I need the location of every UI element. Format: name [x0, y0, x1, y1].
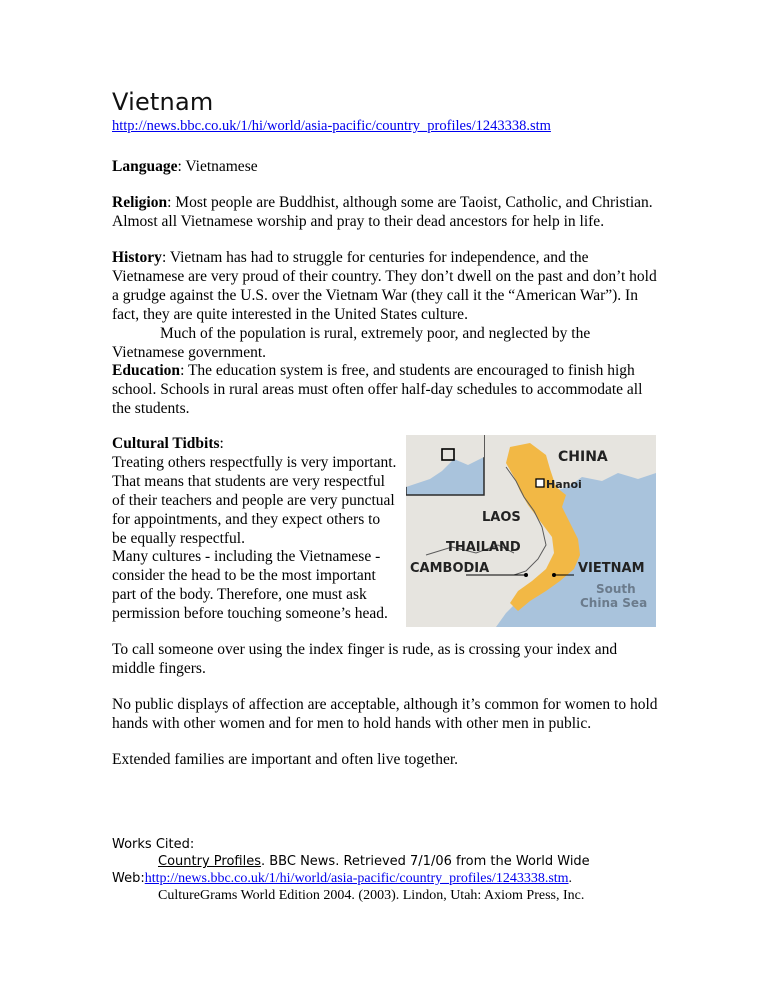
- cambodia-dot: [524, 573, 528, 577]
- cultural-text-5: Extended families are important and often live together.: [112, 751, 459, 768]
- works-cited-entry-2: CultureGrams World Edition 2004. (2003). Lindon, Utah: Axiom Press, Inc.: [158, 888, 585, 903]
- sea-label-2: China Sea: [580, 596, 648, 610]
- cultural-label: Cultural Tidbits: [112, 435, 220, 452]
- sea-label-1: South: [596, 582, 636, 596]
- history-paragraph: [112, 248, 660, 362]
- history-text-2: Much of the population is rural, extremely poor, and neglected by the Vietnamese government.: [112, 325, 591, 361]
- entry-1-end: .: [568, 871, 573, 886]
- cultural-text-3: To call someone over using the index finger is rude, as is crossing your index and middle fingers.: [112, 641, 618, 677]
- works-cited-entry-1-line-2: [112, 870, 672, 887]
- language-text: : Vietnamese: [177, 158, 258, 175]
- cultural-colon: :: [219, 435, 224, 452]
- religion-label: Religion: [112, 194, 168, 211]
- cultural-paragraph-1: [112, 434, 397, 548]
- language-paragraph: [112, 157, 660, 176]
- education-text: : The education system is free, and students are encouraged to finish high school. Schools in rural areas must often offer half-day schedules to accommodate all the students.: [112, 362, 643, 417]
- source-link-wrap: [112, 118, 551, 135]
- cultural-paragraph-2: [112, 547, 397, 623]
- vietnam-map: [406, 435, 656, 627]
- cultural-text-2: Many cultures - including the Vietnamese - consider the head to be the most important part of the body. Therefore, one must ask permission before touching someone’s head.: [112, 548, 388, 622]
- cambodia-label: CAMBODIA: [410, 561, 490, 576]
- entry-1-title: Country Profiles: [158, 854, 261, 869]
- vietnam-label: VIETNAM: [578, 561, 645, 576]
- cultural-text-4: No public displays of affection are acceptable, although it’s common for women to hold hands with other women and for men to hold hands with other men in public.: [112, 696, 658, 732]
- hanoi-label: Hanoi: [546, 478, 582, 491]
- cultural-paragraph-4: [112, 695, 660, 733]
- page-title: Vietnam: [112, 88, 214, 116]
- entry-1-web: Web:: [112, 871, 145, 886]
- vietnam-dot: [552, 573, 556, 577]
- works-cited-entry-1: [112, 853, 672, 870]
- history-label: History: [112, 249, 162, 266]
- hanoi-marker: [536, 479, 544, 487]
- religion-text: : Most people are Buddhist, although some are Taoist, Catholic, and Christian. Almost all Vietnamese worship and pray to their dead ancestors for help in life.: [112, 194, 653, 230]
- education-label: Education: [112, 362, 181, 379]
- education-paragraph: [112, 361, 660, 418]
- language-label: Language: [112, 158, 178, 175]
- cultural-text-1: Treating others respectfully is very important. That means that students are very respectful of their teachers and people are very punctual for appointments, and they expect others to be equally respectful.: [112, 454, 397, 547]
- source-link[interactable]: http://news.bbc.co.uk/1/hi/world/asia-pacific/country_profiles/1243338.stm: [112, 118, 551, 134]
- history-text: : Vietnam has had to struggle for centuries for independence, and the Vietnamese are very proud of their country. They don’t dwell on the past and don’t hold a grudge against the U.S. over the Vietnam War (they call it the “American War”). In fact, they are quite interested in the United States culture.: [112, 249, 657, 323]
- works-cited-heading: Works Cited:: [112, 837, 195, 852]
- laos-label: LAOS: [482, 510, 521, 525]
- china-label: CHINA: [558, 449, 608, 465]
- entry-1-rest: . BBC News. Retrieved 7/1/06 from the World Wide: [260, 854, 590, 869]
- religion-paragraph: [112, 193, 660, 231]
- works-cited: [112, 836, 672, 904]
- entry-1-url[interactable]: http://news.bbc.co.uk/1/hi/world/asia-pacific/country_profiles/1243338.stm: [144, 871, 569, 886]
- thailand-label: THAILAND: [446, 540, 521, 555]
- cultural-paragraph-5: [112, 750, 660, 769]
- cultural-paragraph-3: [112, 640, 660, 678]
